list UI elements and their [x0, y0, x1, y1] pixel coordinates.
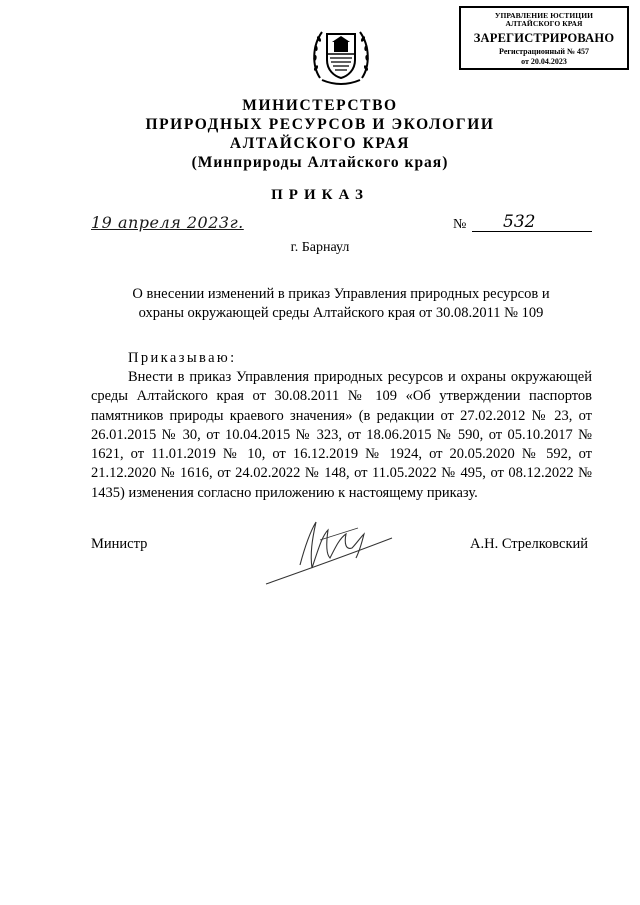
- handwritten-date: 19 апреля 2023г.: [91, 213, 244, 232]
- city: г. Барнаул: [290, 240, 350, 255]
- handwritten-number: 532: [503, 212, 536, 232]
- order-paragraph: Внести в приказ Управления природных ресурсов и охраны окружающей среды Алтайского края от 30.08.2011 № 109 «Об утверждении паспортов памятников природы краевого значения» (в редакции от 27.02.2012 № 23, от 26.01.2015 № 30, от 10.04.2015 № 323, от 18.06.2015 № 590, от 05.10.2017 № 1621, от 11.01.2019 № 10, от 16.12.2019 № 1924, от 20.05.2020 № 592, от 21.12.2020 № 1616, от 24.02.2022 № 148, от 11.05.2022 № 495, от 08.12.2022 № 1435) изменения согласно приложению к настоящему приказу.: [91, 369, 592, 501]
- coat-of-arms-icon: [310, 20, 372, 90]
- stamp-org-line2: АЛТАЙСКОГО КРАЯ: [505, 19, 583, 28]
- stamp-status: ЗАРЕГИСТРИРОВАНО: [473, 31, 615, 45]
- order-word: Приказываю:: [128, 350, 237, 366]
- signatory-name: А.Н. Стрелковский: [470, 536, 589, 552]
- ministry-line1: МИНИСТЕРСТВО: [242, 97, 398, 114]
- order-subject: [90, 285, 592, 323]
- handwritten-signature-icon: [260, 510, 400, 590]
- stamp-org-line1: УПРАВЛЕНИЕ ЮСТИЦИИ: [494, 11, 594, 20]
- number-label: №: [453, 217, 467, 232]
- document-type-title: ПРИКАЗ: [271, 187, 369, 203]
- signatory-position: Министр: [91, 536, 148, 552]
- stamp-reg-number: Регистрационный № 457: [499, 47, 589, 56]
- registration-stamp: [459, 6, 629, 70]
- ministry-line3: АЛТАЙСКОГО КРАЯ: [229, 135, 411, 152]
- subject-line1: О внесении изменений в приказ Управления природных ресурсов и: [132, 286, 550, 302]
- stamp-reg-date: от 20.04.2023: [521, 57, 567, 66]
- subject-line2: охраны окружающей среды Алтайского края от 30.08.2011 № 109: [138, 305, 544, 321]
- ministry-line2: ПРИРОДНЫХ РЕСУРСОВ И ЭКОЛОГИИ: [145, 116, 495, 133]
- ministry-short-name: (Минприроды Алтайского края): [191, 154, 449, 171]
